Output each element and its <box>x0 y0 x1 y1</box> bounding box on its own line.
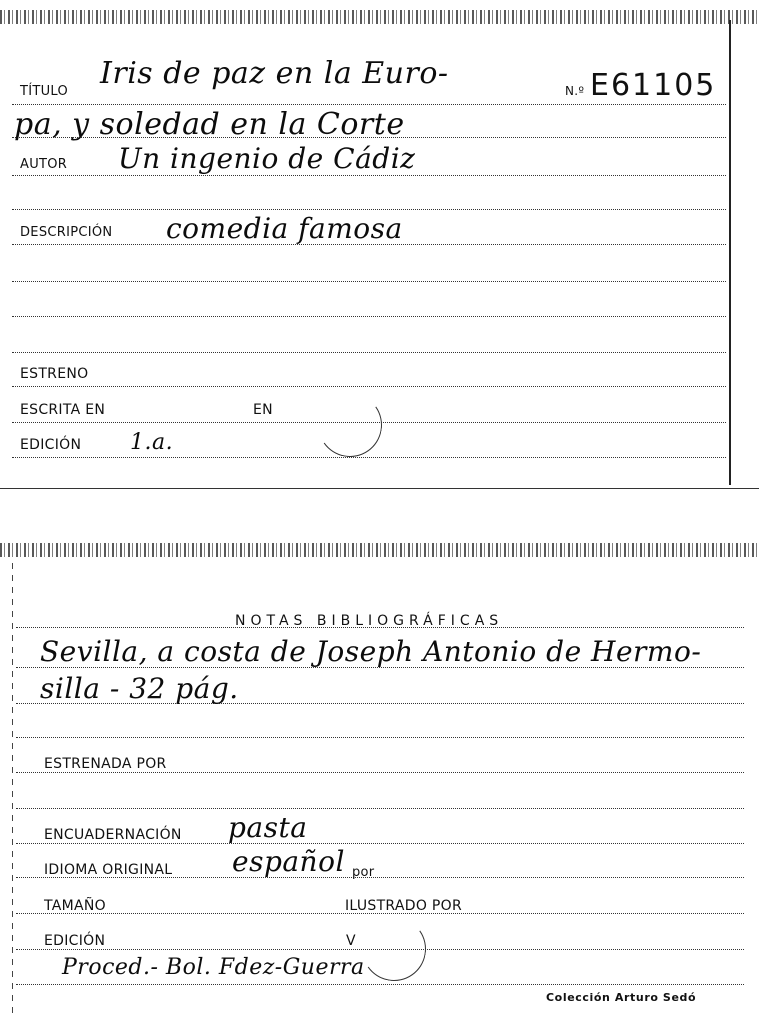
descripcion-value: comedia famosa <box>166 212 403 245</box>
rule-blank-1 <box>16 737 744 738</box>
rule-autor <box>12 175 726 176</box>
label-escrita-en: ESCRITA EN <box>20 402 106 418</box>
titulo-value-line2: pa, y soledad en la Corte <box>14 107 405 142</box>
rule-blank-4 <box>12 352 726 353</box>
rule-titulo <box>12 104 726 105</box>
label-idioma-original: IDIOMA ORIGINAL <box>44 862 173 878</box>
card-scan-edge <box>0 10 759 24</box>
rule-encuadernacion <box>16 843 744 844</box>
label-autor: AUTOR <box>20 157 68 172</box>
edicion-value: 1.a. <box>130 430 174 455</box>
encuadernacion-value: pasta <box>228 811 308 844</box>
label-descripcion: DESCRIPCIÓN <box>20 225 113 240</box>
rule-blank-2 <box>16 808 744 809</box>
catalog-card-back <box>0 535 759 1028</box>
rule-blank-1 <box>12 209 726 210</box>
idioma-original-value: español <box>232 845 345 878</box>
rule-blank-3 <box>12 316 726 317</box>
coleccion-credit: Colección Arturo Sedó <box>546 991 697 1004</box>
card-left-edge <box>12 563 13 1013</box>
card-scan-edge <box>0 543 759 557</box>
punch-hole-mark <box>357 912 431 986</box>
punch-hole-mark <box>313 388 387 462</box>
rule-edicion <box>12 457 726 458</box>
registro-numero: E61105 <box>590 68 717 103</box>
label-encuadernacion: ENCUADERNACIÓN <box>44 827 182 843</box>
card-right-edge <box>729 20 731 485</box>
notas-value-line2: silla - 32 pág. <box>40 672 239 705</box>
label-v: V <box>346 933 356 949</box>
label-tamano: TAMAÑO <box>44 898 106 914</box>
label-edicion: EDICIÓN <box>44 933 106 949</box>
catalog-card-front <box>0 0 759 495</box>
autor-value: Un ingenio de Cádiz <box>118 142 416 175</box>
label-en: EN <box>253 402 273 418</box>
label-por: por <box>352 865 375 880</box>
label-titulo: TÍTULO <box>20 84 69 99</box>
notas-bibliograficas-heading: NOTAS BIBLIOGRÁFICAS <box>235 613 504 629</box>
titulo-value-line1: Iris de paz en la Euro- <box>100 56 449 91</box>
registro-prefix: N.º <box>565 84 585 98</box>
label-edicion: EDICIÓN <box>20 437 82 453</box>
rule-estrenada <box>16 772 744 773</box>
card-bottom-edge <box>0 488 759 489</box>
rule-procedencia <box>16 984 744 985</box>
rule-blank-2 <box>12 281 726 282</box>
label-estrenada-por: ESTRENADA POR <box>44 756 167 772</box>
notas-value-line1: Sevilla, a costa de Joseph Antonio de Hermo- <box>40 635 702 668</box>
rule-estreno <box>12 386 726 387</box>
procedencia-value: Proced.- Bol. Fdez-Guerra <box>62 955 365 980</box>
label-estreno: ESTRENO <box>20 366 89 382</box>
label-ilustrado-por: ILUSTRADO POR <box>345 898 462 914</box>
